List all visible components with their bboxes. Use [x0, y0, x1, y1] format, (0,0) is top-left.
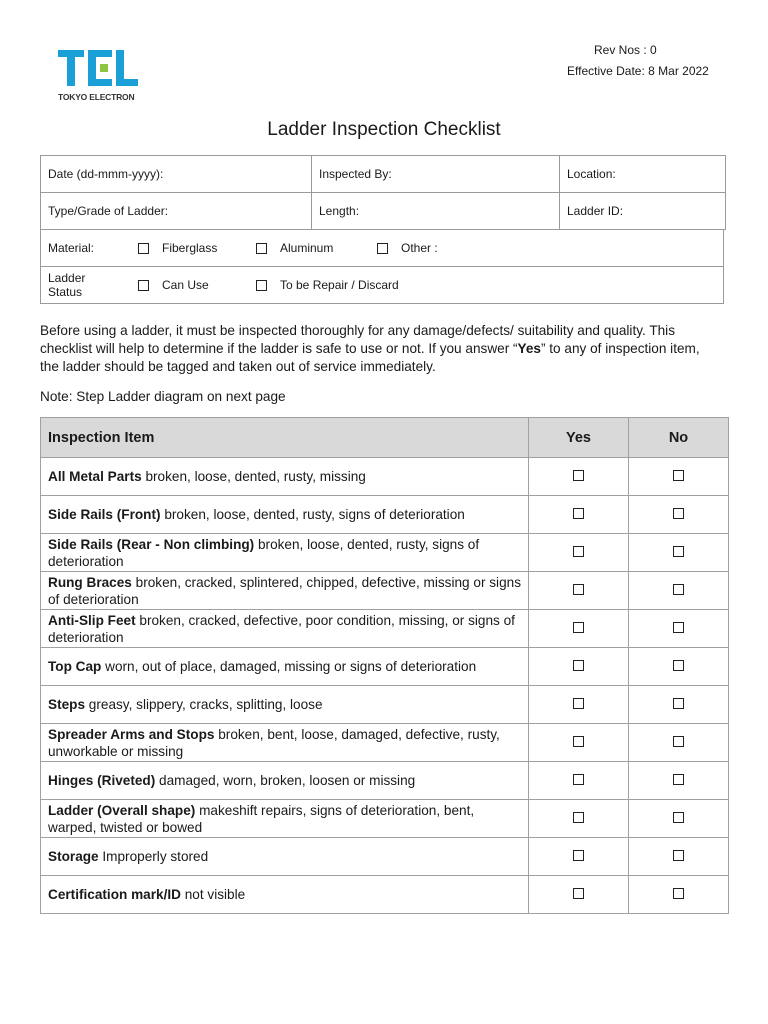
- yes-cell: [529, 458, 629, 496]
- yes-checkbox[interactable]: [573, 698, 584, 709]
- info-row-1: [40, 155, 726, 193]
- no-column-header: No: [629, 418, 729, 458]
- yes-cell: [529, 762, 629, 800]
- date-field[interactable]: Date (dd-mmm-yyyy):: [41, 156, 312, 192]
- no-cell: [629, 496, 729, 534]
- table-row: [41, 838, 729, 876]
- yes-checkbox[interactable]: [573, 850, 584, 861]
- no-cell: [629, 572, 729, 610]
- checkbox[interactable]: [256, 243, 267, 254]
- checkbox[interactable]: [138, 243, 149, 254]
- material-label: Material:: [48, 241, 95, 255]
- yes-cell: [529, 572, 629, 610]
- checklist-header-row: [41, 418, 729, 458]
- yes-checkbox[interactable]: [573, 584, 584, 595]
- note-text: Note: Step Ladder diagram on next page: [40, 389, 286, 404]
- inspection-item: Spreader Arms and Stops broken, bent, loose, damaged, defective, rusty, unworkable or missing: [41, 724, 529, 762]
- location-field[interactable]: Location:: [567, 167, 616, 181]
- table-row: [41, 610, 729, 648]
- no-checkbox[interactable]: [673, 850, 684, 861]
- no-checkbox[interactable]: [673, 888, 684, 899]
- no-checkbox[interactable]: [673, 508, 684, 519]
- yes-checkbox[interactable]: [573, 812, 584, 823]
- checkbox[interactable]: [377, 243, 388, 254]
- yes-column-header: Yes: [529, 418, 629, 458]
- inspection-item: Hinges (Riveted) damaged, worn, broken, loosen or missing: [41, 762, 529, 800]
- table-row: [41, 572, 729, 610]
- yes-cell: [529, 724, 629, 762]
- table-row: [41, 648, 729, 686]
- table-row: [41, 762, 729, 800]
- status-option-can-use[interactable]: Can Use: [138, 278, 256, 292]
- material-option-aluminum[interactable]: Aluminum: [256, 241, 377, 255]
- yes-checkbox[interactable]: [573, 508, 584, 519]
- no-cell: [629, 762, 729, 800]
- table-row: [41, 496, 729, 534]
- no-checkbox[interactable]: [673, 660, 684, 671]
- checkbox[interactable]: [138, 280, 149, 291]
- status-row: [40, 267, 724, 304]
- inspection-item: Ladder (Overall shape) makeshift repairs, signs of deterioration, bent, warped, twisted or bowed: [41, 800, 529, 838]
- checkbox[interactable]: [256, 280, 267, 291]
- yes-cell: [529, 648, 629, 686]
- inspection-item: Storage Improperly stored: [41, 838, 529, 876]
- inspection-item: All Metal Parts broken, loose, dented, rusty, missing: [41, 458, 529, 496]
- info-row-2: [40, 193, 726, 230]
- status-option-repair-discard[interactable]: To be Repair / Discard: [256, 278, 399, 292]
- no-cell: [629, 800, 729, 838]
- table-row: [41, 724, 729, 762]
- ladder-type-field[interactable]: Type/Grade of Ladder:: [41, 193, 312, 229]
- inspected-by-field[interactable]: Inspected By:: [312, 156, 560, 192]
- inspection-item: Certification mark/ID not visible: [41, 876, 529, 914]
- yes-cell: [529, 876, 629, 914]
- info-table: [40, 155, 726, 304]
- yes-checkbox[interactable]: [573, 736, 584, 747]
- no-cell: [629, 686, 729, 724]
- yes-checkbox[interactable]: [573, 774, 584, 785]
- length-field[interactable]: Length:: [312, 193, 560, 229]
- yes-checkbox[interactable]: [573, 660, 584, 671]
- yes-cell: [529, 610, 629, 648]
- no-checkbox[interactable]: [673, 470, 684, 481]
- material-option-other[interactable]: Other :: [377, 241, 438, 255]
- no-checkbox[interactable]: [673, 698, 684, 709]
- yes-checkbox[interactable]: [573, 470, 584, 481]
- table-row: [41, 534, 729, 572]
- no-cell: [629, 610, 729, 648]
- no-checkbox[interactable]: [673, 584, 684, 595]
- inspection-item: Top Cap worn, out of place, damaged, missing or signs of deterioration: [41, 648, 529, 686]
- inspection-item: Steps greasy, slippery, cracks, splitting, loose: [41, 686, 529, 724]
- material-option-fiberglass[interactable]: Fiberglass: [138, 241, 256, 255]
- yes-checkbox[interactable]: [573, 622, 584, 633]
- no-cell: [629, 534, 729, 572]
- yes-cell: [529, 686, 629, 724]
- table-row: [41, 458, 729, 496]
- instructions-paragraph: Before using a ladder, it must be inspected thoroughly for any damage/defects/ suitability and quality. This checklist will help to determine if the ladder is safe to use or not. If you answer “Yes” to any of inspection item, the ladder should be tagged and taken out of service immediately.: [40, 323, 700, 374]
- no-checkbox[interactable]: [673, 812, 684, 823]
- table-row: [41, 686, 729, 724]
- effective-date: Effective Date: 8 Mar 2022: [567, 64, 709, 78]
- no-checkbox[interactable]: [673, 774, 684, 785]
- no-cell: [629, 838, 729, 876]
- table-row: [41, 876, 729, 914]
- yes-checkbox[interactable]: [573, 546, 584, 557]
- no-cell: [629, 876, 729, 914]
- no-cell: [629, 648, 729, 686]
- no-cell: [629, 458, 729, 496]
- yes-cell: [529, 838, 629, 876]
- ladder-id-field[interactable]: Ladder ID:: [567, 204, 624, 218]
- yes-checkbox[interactable]: [573, 888, 584, 899]
- inspection-checklist-table: [40, 417, 729, 914]
- no-checkbox[interactable]: [673, 546, 684, 557]
- inspection-item: Anti-Slip Feet broken, cracked, defective, poor condition, missing, or signs of deterioration: [41, 610, 529, 648]
- tel-logo: [58, 50, 142, 102]
- no-cell: [629, 724, 729, 762]
- revision-number: Rev Nos : 0: [594, 43, 657, 57]
- logo-company-name: TOKYO ELECTRON: [58, 92, 135, 102]
- yes-cell: [529, 496, 629, 534]
- no-checkbox[interactable]: [673, 622, 684, 633]
- yes-cell: [529, 800, 629, 838]
- status-label: Ladder Status: [48, 271, 86, 299]
- table-row: [41, 800, 729, 838]
- page-title: Ladder Inspection Checklist: [267, 119, 501, 140]
- inspection-item: Side Rails (Rear - Non climbing) broken, loose, dented, rusty, signs of deterioration: [41, 534, 529, 572]
- material-row: [40, 230, 724, 267]
- yes-cell: [529, 534, 629, 572]
- item-column-header: Inspection Item: [41, 418, 529, 458]
- inspection-item: Rung Braces broken, cracked, splintered, chipped, defective, missing or signs of deterioration: [41, 572, 529, 610]
- no-checkbox[interactable]: [673, 736, 684, 747]
- logo-mark: [58, 50, 142, 90]
- inspection-item: Side Rails (Front) broken, loose, dented, rusty, signs of deterioration: [41, 496, 529, 534]
